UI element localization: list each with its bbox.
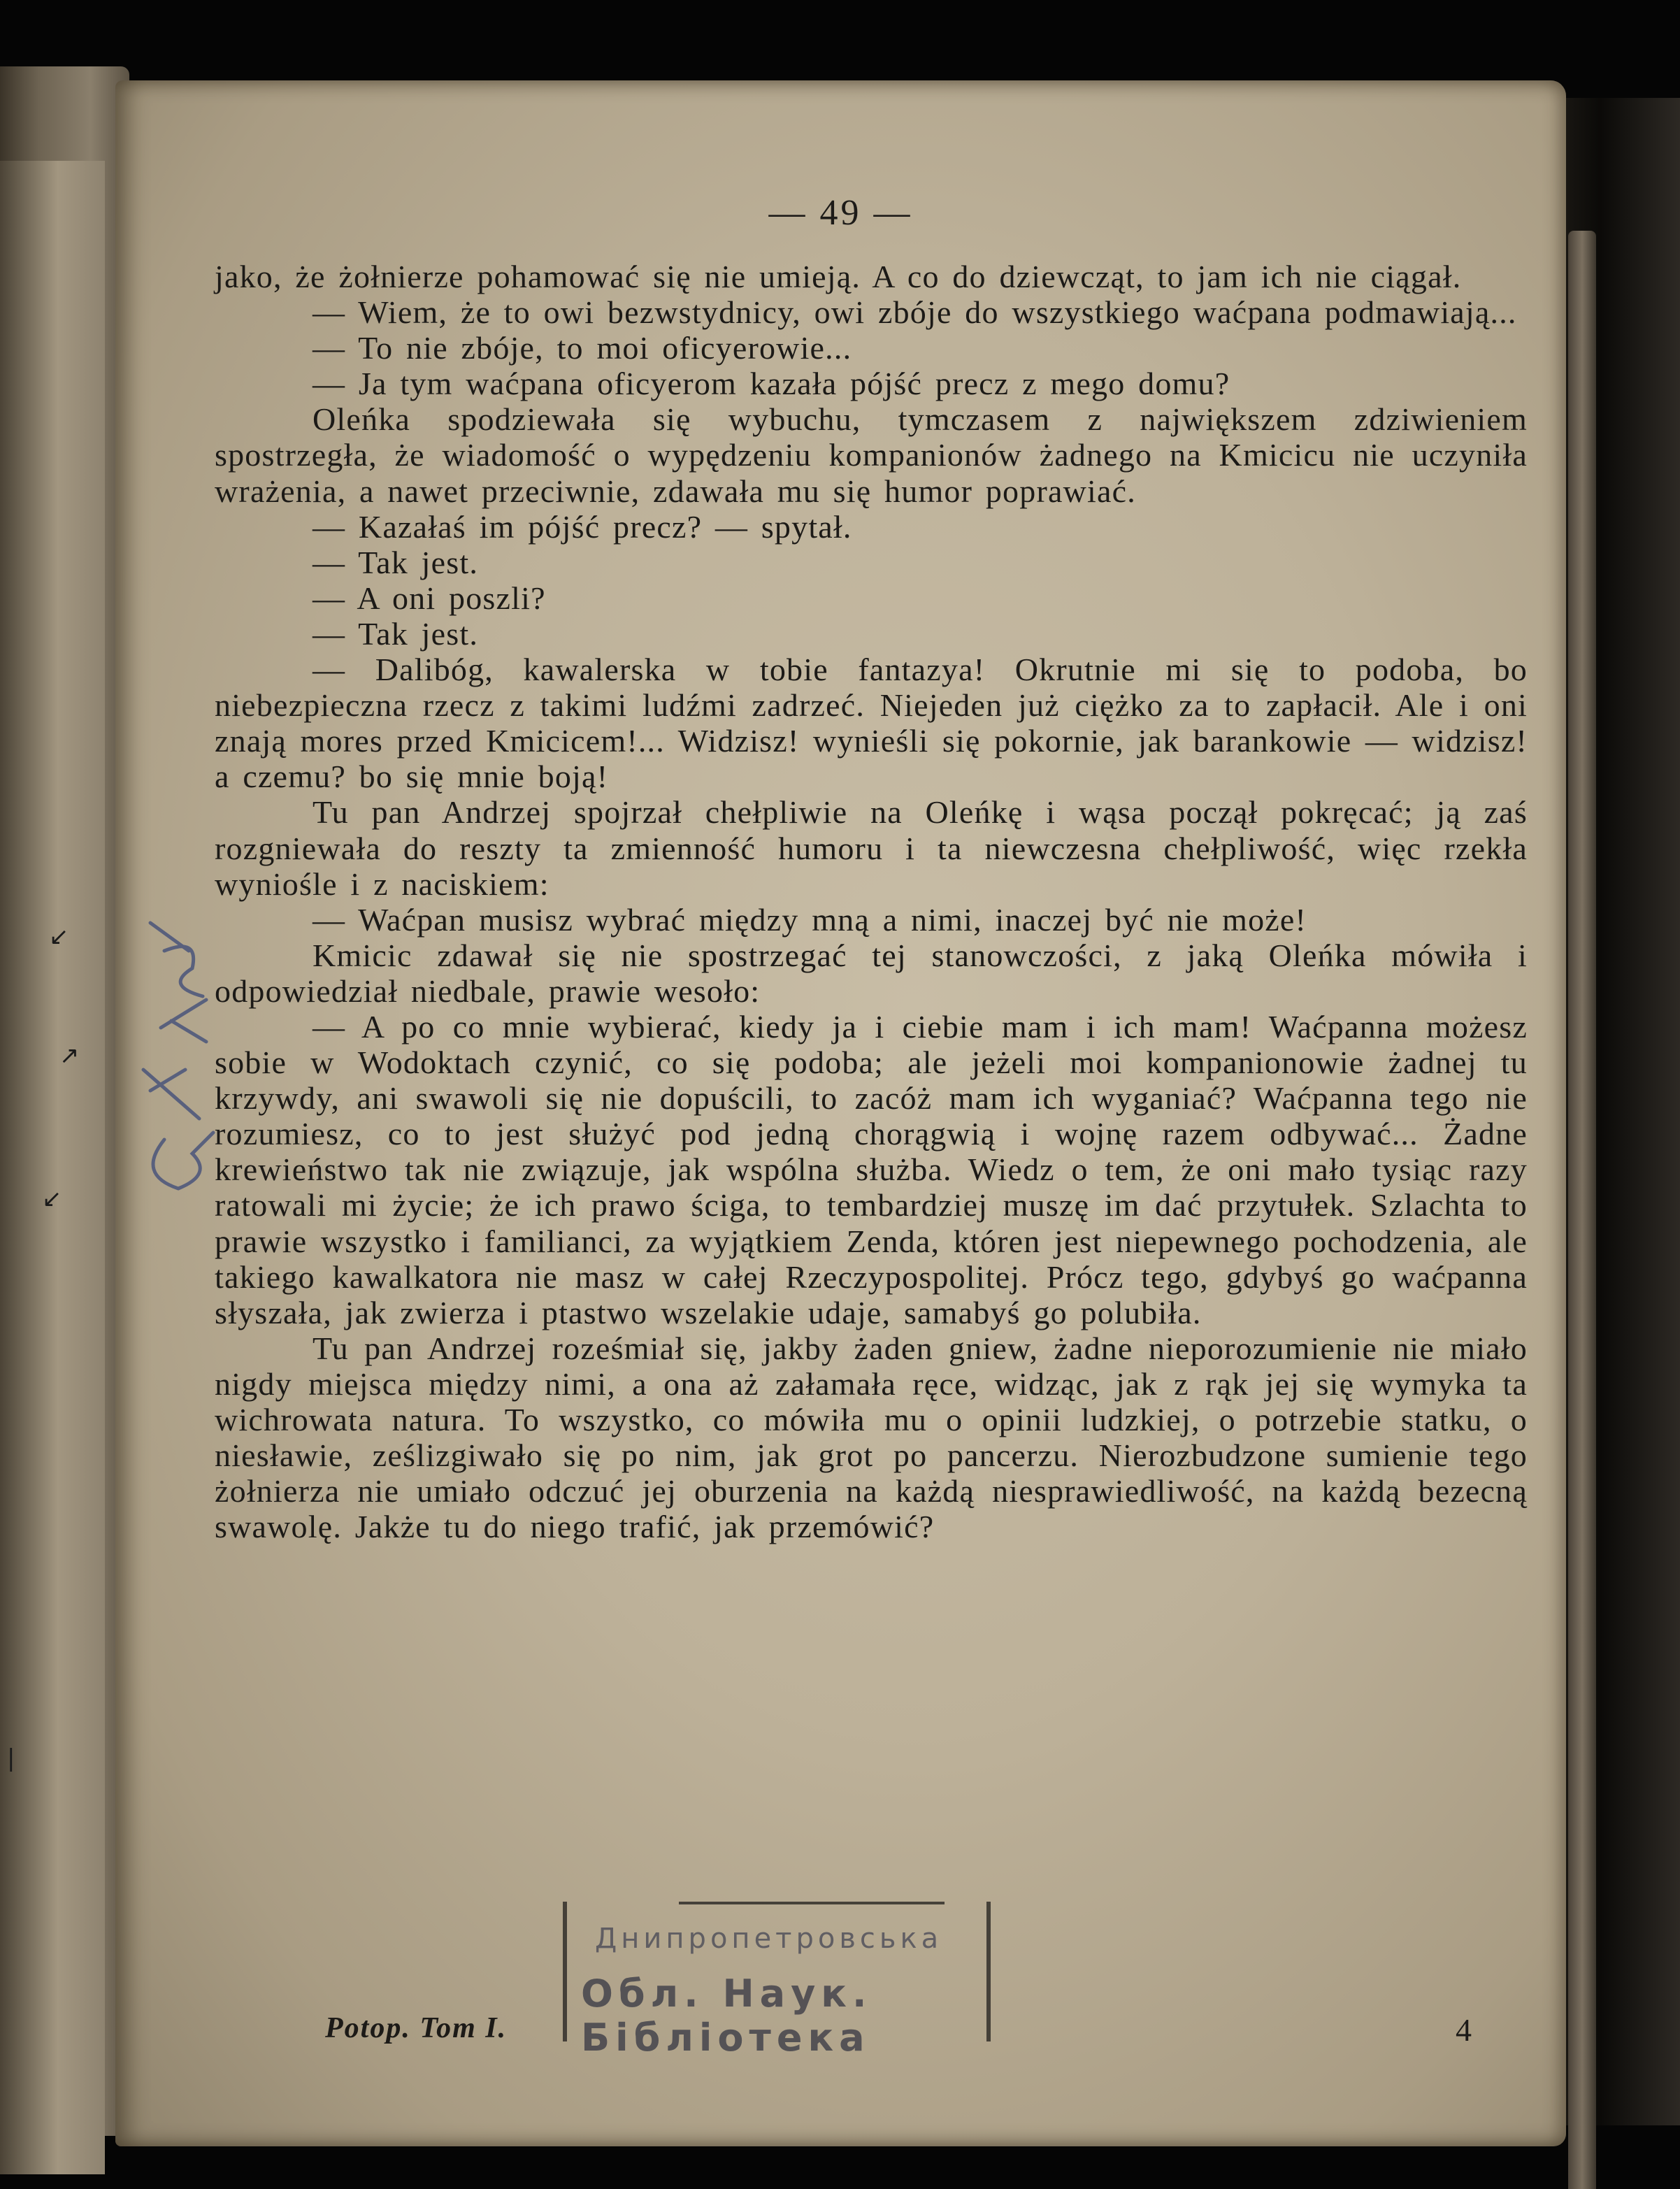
pencil-stroke (153, 1133, 213, 1189)
page-number: — 49 — (768, 193, 913, 233)
paragraph: Tu pan Andrzej roześmiał się, jakby żaden gniew, żadne nieporozumienie nie miało nigdy miejsca między nimi, a ona aż załamała ręce, widząc, jak z rąk jej się wymyka ta wichrowata natura. To wszystko, co mówiła mu o opinii ludzkiej, o potrzebie statku, o niesławie, ześlizgiwało się po nim, jak grot po pancerzu. Nierozbudzone sumienie tego żołnierza nie umiało odczuć jej oburzenia na każdą niesprawiedliwość, na każdą bezecną swawolę. Jakże tu do niego trafić, jak przemówić? (215, 1330, 1528, 1545)
paragraph: — To nie zbóje, to moi oficyerowie... (313, 330, 852, 366)
left-facing-page (0, 66, 129, 2136)
spine-edge (1568, 231, 1596, 2189)
paragraph: — Ja tym waćpana oficyerom kazała pójść precz z mego domu? (313, 366, 1230, 402)
paragraph: — Tak jest. (313, 544, 479, 580)
left-page-edge (0, 161, 105, 2174)
paragraph: jako, że żołnierze pohamować się nie umieją. A co do dziewcząt, to jam ich nie ciągał. (215, 259, 1462, 294)
paragraph: — Kazałaś im pójść precz? — spytał. (313, 508, 852, 545)
paragraph: Tu pan Andrzej spojrzał chełpliwie na Oleńkę i wąsa począł pokręcać; ją zaś rozgniewała do reszty ta zmienność humoru i ta niewczesna chełpliwość, więc rzekła wyniośle i z naciskiem: (215, 794, 1528, 902)
paragraph: Oleńka spodziewała się wybuchu, tymczasem z największem zdziwieniem spostrzegła, że wiadomość o wypędzeniu kompanionów żadnego na Kmicicu nie uczyniła wrażenia, a nawet przeciwnie, zdawała mu się humor poprawiać. (215, 401, 1528, 509)
pencil-stroke (143, 1070, 199, 1119)
stamp-text-line1: Днипропетровська (595, 1923, 943, 1955)
stamp-underline (679, 1902, 945, 1904)
margin-mark: ↗ (59, 1042, 80, 1070)
paragraph: Kmicic zdawał się nie spostrzegać tej stanowczości, z jaką Oleńka mówiła i odpowiedział niedbale, prawie wesoło: (215, 937, 1528, 1009)
margin-mark: ↙ (49, 923, 69, 951)
margin-mark: ↙ (42, 1185, 62, 1213)
margin-mark: | (7, 1744, 15, 1772)
handwritten-inventory-number (122, 909, 248, 1203)
paragraph: — Waćpan musisz wybrać między mną a nimi, inaczej być nie może! (313, 901, 1307, 938)
paragraph: — Wiem, że to owi bezwstydnicy, owi zbóje do wszystkiego waćpana podmawiają... (313, 294, 1517, 331)
pencil-stroke (161, 1000, 206, 1042)
book-spine (1547, 98, 1680, 2125)
pencil-stroke (164, 947, 203, 996)
signature-mark: 4 (1456, 2012, 1472, 2048)
footer-title: Potop. Tom I. (325, 2012, 508, 2044)
paragraph: — Tak jest. (313, 615, 479, 652)
paragraph: — A po co mnie wybierać, kiedy ja i ciebie mam i ich mam! Waćpanna możesz sobie w Wodoktach czynić, co się podoba; ale jeżeli moi kompanionowie żadnej tu krzywdy, ani swawoli się nie dopuścili, to zacóż mam ich wyganiać? Waćpanna tego nie rozumiesz, co to jest służyć pod jedną chorągwią i wojnę razem odbywać... Żadne krewieństwo tak nie związuje, jak wspólna służba. Wiedz o tem, że oni mało tysiąc razy ratowali mi życie; że ich prawo ściga, to tembardziej muszę im dać przytułek. Szlachta to prawie wszystko i familianci, za wyjątkiem Zenda, któren jest niepewnego pochodzenia, ale takiego kawalkatora nie masz w całej Rzeczypospolitej. Prócz tego, gdybyś go waćpanna słyszała, jak zwierza i ptastwo wszelakie udaje, samabyś go polubiła. (215, 1008, 1528, 1330)
paragraph: — A oni poszli? (313, 580, 546, 616)
stamp-text-line2: Обл. Наук. Бібліотека (581, 1972, 873, 2060)
paragraph: — Dalibóg, kawalerska w tobie fantazya! Okrutnie mi się to podoba, bo niebezpieczna rzecz z takimi ludźmi zadrzeć. Niejeden już ciężko za to zapłacił. Ale i oni znają mores przed Kmicicem!... Widzisz! wynieśli się pokornie, jak barankowie — widzisz! a czemu? bo się mnie boją! (215, 652, 1528, 795)
library-stamp (563, 1902, 991, 2060)
body-text (215, 259, 1528, 1544)
book-page (115, 80, 1566, 2146)
